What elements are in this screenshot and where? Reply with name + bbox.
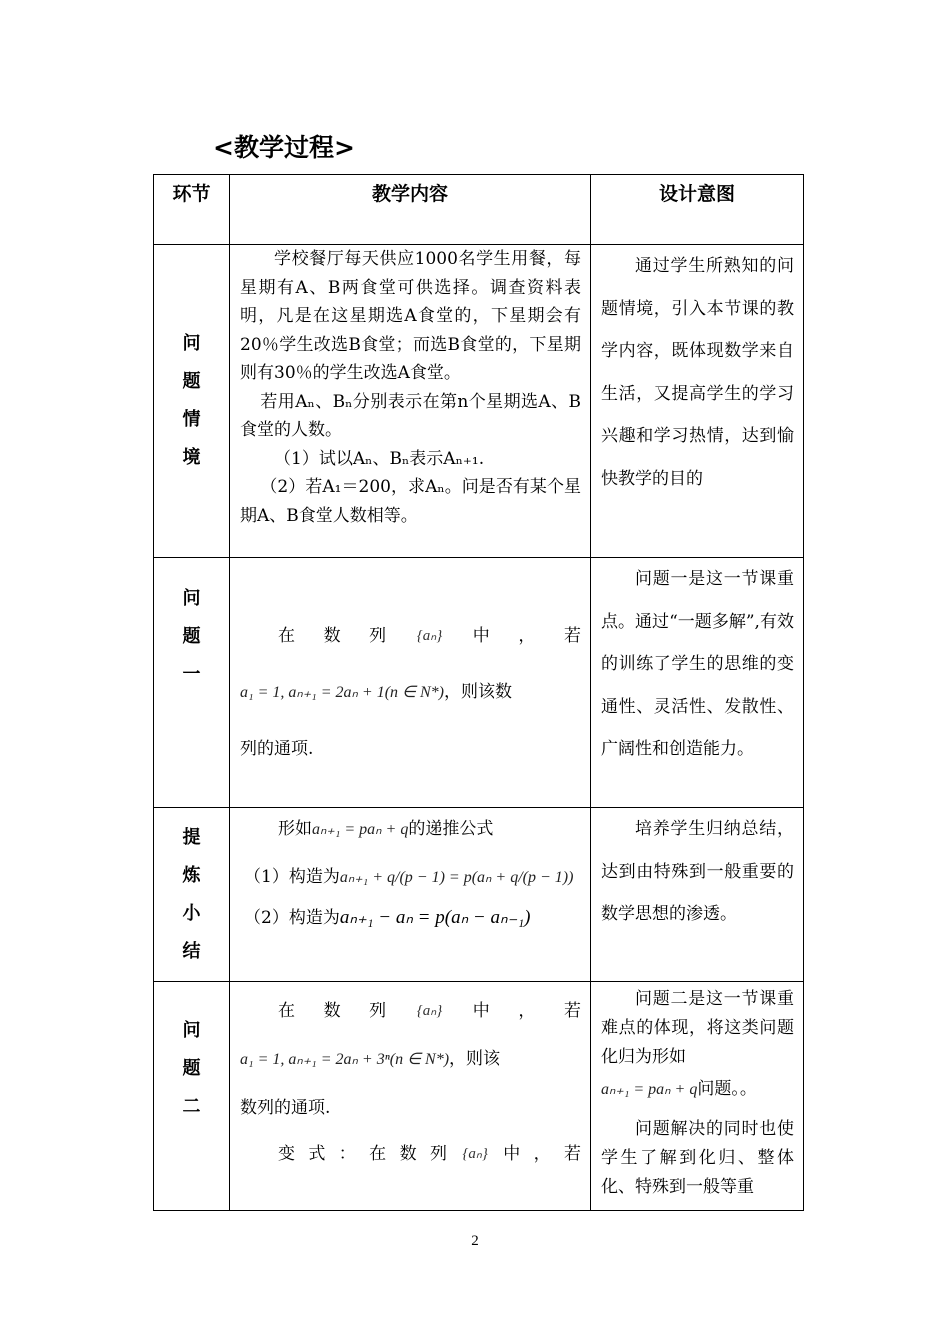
page-number: 2 — [471, 1233, 479, 1249]
problem-situation-content — [229, 244, 590, 557]
lead-char: 在 — [369, 1144, 387, 1164]
stage-char: 二 — [182, 1096, 201, 1117]
problem-two-content — [229, 981, 590, 1210]
step-2-label: （2）构造为 — [244, 908, 340, 928]
stage-char: 题 — [182, 626, 201, 647]
problem-one-intent — [590, 557, 803, 807]
lead-char: 列 — [429, 1144, 447, 1164]
stage-char: 题 — [182, 371, 201, 392]
header-content: 教学内容 — [229, 174, 590, 244]
sequence-symbol: {aₙ} — [416, 1003, 443, 1019]
step-1-formula: aₙ₊₁ + q/(p − 1) = p(aₙ + q/(p − 1)) — [339, 869, 574, 886]
problem-one-lead — [240, 608, 581, 664]
intent-formula-tail: 问题。。 — [697, 1079, 757, 1099]
stage-char: 结 — [182, 940, 201, 962]
intent-formula-line — [601, 1072, 794, 1107]
lead-char: 数 — [399, 1144, 417, 1164]
stage-label-problem-one — [153, 557, 229, 807]
stage-char: 问 — [182, 1020, 201, 1041]
summary-form — [240, 812, 581, 847]
sequence-symbol: {aₙ} — [462, 1146, 488, 1162]
lead-char: 数 — [323, 626, 341, 646]
header-stage: 环节 — [153, 174, 229, 244]
lead-char: 若 — [563, 1001, 581, 1021]
intent-text: 问题二是这一节课重难点的体现，将这类问题化归为形如 — [601, 989, 794, 1067]
problem-one-condition — [240, 664, 581, 721]
summary-recurrence-formula: aₙ₊₁ = paₙ + q — [312, 821, 409, 838]
stage-char: 炼 — [182, 864, 201, 886]
intent-text-2: 问题解决的同时也使学生了解到化归、整体化、特殊到一般等重 — [601, 1119, 794, 1197]
recurrence-formula: a₁ = 1, aₙ₊₁ = 2aₙ + 3ⁿ(n ∈ N*) — [240, 1051, 450, 1068]
sequence-symbol: {aₙ} — [416, 628, 443, 644]
step-2-formula: aₙ₊₁ − aₙ = p(aₙ − aₙ₋₁) — [339, 907, 531, 928]
lead-char: ， — [518, 626, 536, 646]
summary-step-1 — [240, 857, 581, 898]
form-prefix: 形如 — [278, 819, 312, 839]
stage-char: 一 — [182, 664, 201, 685]
situation-question-1: （1）试以Aₙ、Bₙ表示Aₙ₊₁. — [274, 448, 485, 469]
lead-char: 中 — [472, 1001, 490, 1021]
teaching-process-table — [153, 174, 804, 1211]
summary-content — [229, 807, 590, 981]
lead-char: 数 — [323, 1001, 341, 1021]
problem-two-lead — [240, 988, 581, 1034]
intent-text: 通过学生所熟知的问题情境，引入本节课的教学内容，既体现数学来自生活，又提高学生的学习兴趣和学习热情，达到愉快教学的目的 — [601, 256, 794, 489]
lead-char: 若 — [563, 626, 581, 646]
intent-text: 问题一是这一节课重点。通过“一题多解”,有效的训练了学生的思维的变通性、灵活性、发散性、广阔性和创造能力。 — [601, 569, 794, 759]
problem-two-condition — [240, 1034, 581, 1085]
summary-step-2 — [240, 898, 581, 938]
lead-char: 中 — [472, 626, 490, 646]
variant-lead — [240, 1131, 581, 1177]
intent-text: 培养学生归纳总结，达到由特殊到一般重要的数学思想的渗透。 — [601, 819, 794, 924]
stage-char: 提 — [182, 826, 201, 848]
lead-char: 在 — [278, 626, 295, 646]
lead-char: 若 — [564, 1144, 581, 1164]
situation-definition: 若用Aₙ、Bₙ分别表示在第n个星期选A、B食堂的人数。 — [240, 391, 581, 440]
intent-formula: aₙ₊₁ = paₙ + q — [601, 1081, 698, 1098]
lead-char: ， — [518, 1001, 536, 1021]
lead-char: ， — [533, 1144, 551, 1164]
lead-char: 在 — [278, 1001, 295, 1021]
form-suffix: 的递推公式 — [408, 819, 494, 839]
stage-char: 问 — [182, 588, 201, 609]
stage-label-summary — [153, 807, 229, 981]
condition-tail: ，则该 — [449, 1049, 501, 1069]
stage-label-problem-two — [153, 981, 229, 1210]
stage-char: 问 — [182, 333, 201, 354]
problem-two-intent — [590, 981, 803, 1210]
lead-char: 变 — [278, 1144, 295, 1164]
summary-intent — [590, 807, 803, 981]
situation-question-2: （2）若A₁＝200，求Aₙ。问是否有某个星期A、B食堂人数相等。 — [240, 477, 581, 526]
stage-char: 题 — [182, 1058, 201, 1079]
condition-tail: ，则该数 — [443, 682, 512, 702]
stage-char: 境 — [182, 447, 201, 468]
recurrence-formula: a₁ = 1, aₙ₊₁ = 2aₙ + 1(n ∈ N*) — [240, 684, 444, 701]
lead-char: 列 — [369, 626, 387, 646]
problem-situation-intent — [590, 244, 803, 557]
stage-char: 情 — [182, 409, 201, 430]
lead-char: 列 — [369, 1001, 387, 1021]
situation-paragraph: 学校餐厅每天供应1000名学生用餐，每星期有A、B两食堂可供选择。调查资料表明，凡是在这星期选A食堂的，下星期会有20％学生改选B食堂；而选B食堂的，下星期则有30％的学生改选A食堂。 — [240, 249, 581, 383]
lead-char: ： — [338, 1144, 356, 1164]
lead-char: 中 — [503, 1144, 521, 1164]
problem-one-content — [229, 557, 590, 807]
problem-two-end: 数列的通项. — [240, 1098, 331, 1118]
stage-label-problem-situation — [153, 244, 229, 557]
lead-char: 式 — [308, 1144, 326, 1164]
header-intent: 设计意图 — [590, 174, 803, 244]
stage-char: 小 — [182, 902, 201, 924]
step-1-label: （1）构造为 — [244, 867, 340, 887]
section-heading: <教学过程> — [213, 133, 355, 162]
problem-one-end: 列的通项. — [240, 739, 314, 759]
